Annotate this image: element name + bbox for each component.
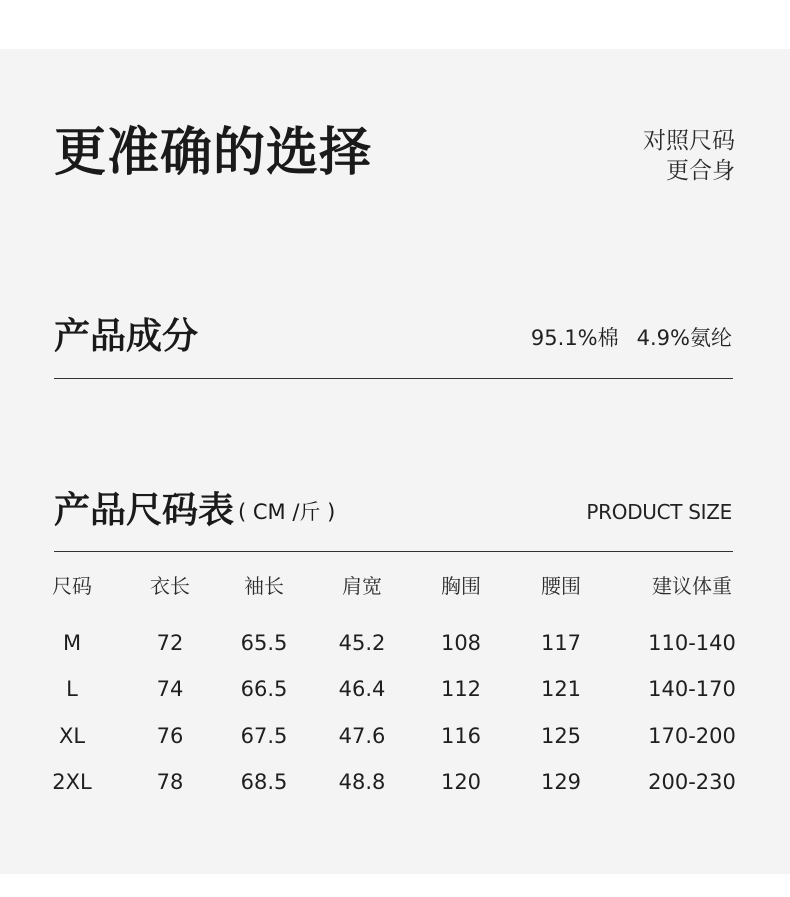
cell-sleeve: 66.5 (240, 677, 288, 701)
fit-note-line-1: 对照尺码 (643, 128, 735, 154)
column-header-size: 尺码 (52, 574, 92, 598)
table-row (0, 623, 790, 663)
composition-cotton: 95.1%棉 (530, 326, 619, 350)
cell-weight: 110-140 (648, 631, 736, 655)
cell-sleeve: 67.5 (240, 724, 288, 748)
table-row (0, 762, 790, 802)
size-chart-unit: ( CM /斤 ) (238, 500, 336, 524)
column-header-shoulder: 肩宽 (342, 574, 382, 598)
cell-shoulder: 48.8 (338, 770, 386, 794)
cell-size: L (66, 677, 78, 701)
size-chart-title (54, 488, 335, 535)
cell-shoulder: 46.4 (338, 677, 386, 701)
column-header-length: 衣长 (150, 574, 190, 598)
size-chart-title-text: 产品尺码表 (54, 490, 235, 531)
cell-size: 2XL (52, 770, 92, 794)
cell-weight: 140-170 (648, 677, 736, 701)
cell-waist: 121 (540, 677, 582, 701)
composition-title: 产品成分 (54, 316, 199, 357)
size-chart-title-en: PRODUCT SIZE (586, 500, 732, 524)
size-chart-divider (54, 551, 733, 552)
size-table-header (0, 566, 790, 606)
cell-length: 76 (156, 724, 184, 748)
cell-weight: 170-200 (648, 724, 736, 748)
column-header-sleeve: 袖长 (244, 574, 284, 598)
cell-size: XL (58, 724, 86, 748)
composition-values (531, 323, 732, 353)
cell-length: 74 (156, 677, 184, 701)
cell-chest: 108 (440, 631, 482, 655)
table-row (0, 716, 790, 756)
cell-length: 72 (156, 631, 184, 655)
cell-chest: 112 (440, 677, 482, 701)
fit-note (643, 126, 735, 186)
cell-waist: 117 (540, 631, 582, 655)
cell-waist: 129 (540, 770, 582, 794)
cell-sleeve: 65.5 (240, 631, 288, 655)
composition-divider (54, 378, 733, 379)
cell-weight: 200-230 (648, 770, 736, 794)
cell-sleeve: 68.5 (240, 770, 288, 794)
cell-chest: 120 (440, 770, 482, 794)
cell-waist: 125 (540, 724, 582, 748)
column-header-chest: 胸围 (441, 574, 481, 598)
column-header-waist: 腰围 (541, 574, 581, 598)
cell-size: M (62, 631, 82, 655)
cell-chest: 116 (440, 724, 482, 748)
cell-length: 78 (156, 770, 184, 794)
cell-shoulder: 45.2 (338, 631, 386, 655)
table-row (0, 669, 790, 709)
fit-note-line-2: 更合身 (666, 158, 735, 184)
cell-shoulder: 47.6 (338, 724, 386, 748)
page-title: 更准确的选择 (54, 123, 373, 183)
composition-spandex: 4.9%氨纶 (636, 326, 732, 350)
column-header-weight: 建议体重 (652, 574, 732, 598)
